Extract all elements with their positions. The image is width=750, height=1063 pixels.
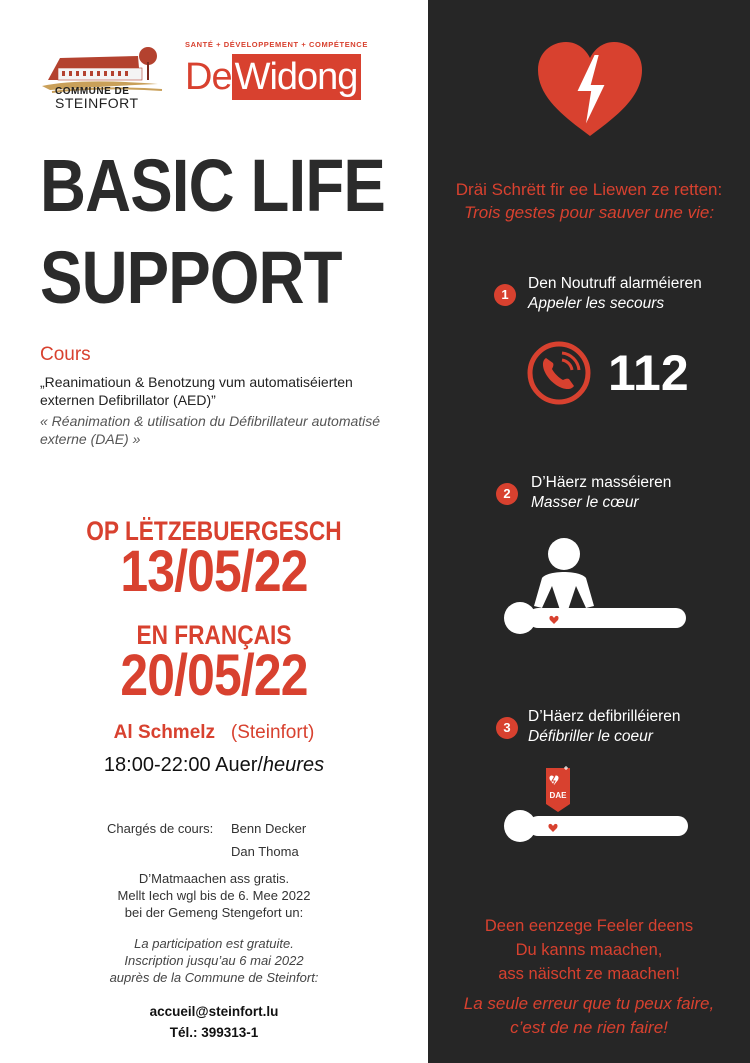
slogan-fr-line: La seule erreur que tu peux faire, bbox=[463, 994, 715, 1013]
step-2-lb: D’Häerz masséieren bbox=[531, 474, 672, 491]
course-label: Cours bbox=[40, 344, 91, 365]
session-date-lb: 13/05/22 bbox=[120, 539, 308, 604]
steinfort-name-line1: COMMUNE DE bbox=[55, 86, 130, 97]
dewidong-logo bbox=[185, 54, 361, 100]
contact-block bbox=[0, 1001, 428, 1043]
session-date-fr: 20/05/22 bbox=[120, 643, 308, 708]
step-1-fr: Appeler les secours bbox=[528, 295, 665, 312]
step-3-text bbox=[528, 707, 680, 747]
course-description-lb: „Reanimatioun & Benotzung vum automatiséierten externen Defibrillator (AED)” bbox=[40, 374, 353, 408]
contact-email[interactable]: accueil@steinfort.lu bbox=[149, 1004, 279, 1019]
steps-title bbox=[428, 178, 750, 224]
dae-label: DAE bbox=[549, 791, 567, 800]
instructors-label: Chargés de cours: bbox=[107, 821, 214, 836]
step-2-fr: Masser le cœur bbox=[531, 494, 639, 511]
session-language-fr: EN FRANÇAIS bbox=[136, 620, 292, 650]
step-number-3: 3 bbox=[496, 717, 518, 739]
steps-title-fr: Trois gestes pour sauver une vie: bbox=[463, 203, 715, 222]
instructor-2: Dan Thoma bbox=[231, 844, 299, 859]
step-2-text bbox=[531, 473, 671, 513]
cpr-figure-icon bbox=[498, 534, 698, 638]
venue-name: Al Schmelz bbox=[113, 722, 216, 743]
time-line bbox=[0, 754, 428, 777]
heart-lightning-icon bbox=[536, 40, 644, 138]
slogan-lb-line: Deen eenzege Feeler deens bbox=[484, 917, 694, 935]
step-3-lb: D’Häerz defibrilléieren bbox=[528, 708, 681, 725]
slogan-fr-line: c’est de ne rien faire! bbox=[510, 1018, 668, 1037]
slogan-lb bbox=[428, 914, 750, 986]
steps-title-lb: Dräi Schrëtt fir ee Liewen ze retten: bbox=[455, 180, 723, 199]
instructor-1: Benn Decker bbox=[231, 821, 307, 836]
registration-lb bbox=[0, 870, 428, 921]
slogan-lb-line: Du kanns maachen, bbox=[515, 941, 663, 959]
venue-town: (Steinfort) bbox=[230, 722, 315, 743]
step-number-1: 1 bbox=[494, 284, 516, 306]
session-language-lb: OP LËTZEBUERGESCH bbox=[86, 516, 342, 546]
steinfort-name-line2: STEINFORT bbox=[55, 95, 139, 111]
time-unit-fr: heures bbox=[262, 754, 325, 776]
contact-phone[interactable]: Tél.: 399313-1 bbox=[169, 1025, 259, 1040]
step-3-fr: Défibriller le coeur bbox=[528, 728, 653, 745]
defibrillator-figure-icon bbox=[498, 764, 698, 844]
course-description-fr: « Réanimation & utilisation du Défibrillateur automatisé externe (DAE) » bbox=[40, 413, 381, 447]
registration-lb-line: D’Matmaachen ass gratis. bbox=[138, 871, 290, 886]
registration-fr bbox=[0, 935, 428, 986]
step-1-text bbox=[528, 274, 702, 314]
registration-lb-line: bei der Gemeng Stengefort un: bbox=[124, 905, 304, 920]
registration-fr-line: Inscription jusqu’au 6 mai 2022 bbox=[124, 953, 304, 968]
main-title-line2: SUPPORT bbox=[40, 236, 342, 319]
step-1-lb: Den Noutruff alarméieren bbox=[528, 275, 702, 292]
dewidong-de: De bbox=[185, 56, 232, 98]
venue-line bbox=[0, 722, 428, 744]
main-title bbox=[40, 140, 385, 324]
registration-lb-line: Mellt Iech wgl bis de 6. Mee 2022 bbox=[117, 888, 311, 903]
step-number-2: 2 bbox=[496, 483, 518, 505]
dewidong-tagline: SANTÉ + DÉVELOPPEMENT + COMPÉTENCE bbox=[185, 40, 368, 49]
registration-fr-line: auprès de la Commune de Steinfort: bbox=[109, 970, 319, 985]
phone-icon bbox=[526, 340, 592, 406]
time-range: 18:00-22:00 Auer/ bbox=[103, 754, 263, 776]
main-title-line1: BASIC LIFE bbox=[40, 144, 385, 227]
slogan-lb-line: ass näischt ze maachen! bbox=[498, 965, 680, 983]
registration-fr-line: La participation est gratuite. bbox=[134, 936, 294, 951]
right-panel bbox=[428, 0, 750, 1063]
emergency-number: 112 bbox=[608, 345, 689, 401]
slogan-fr bbox=[428, 992, 750, 1040]
dewidong-widong: Widong bbox=[232, 54, 362, 100]
